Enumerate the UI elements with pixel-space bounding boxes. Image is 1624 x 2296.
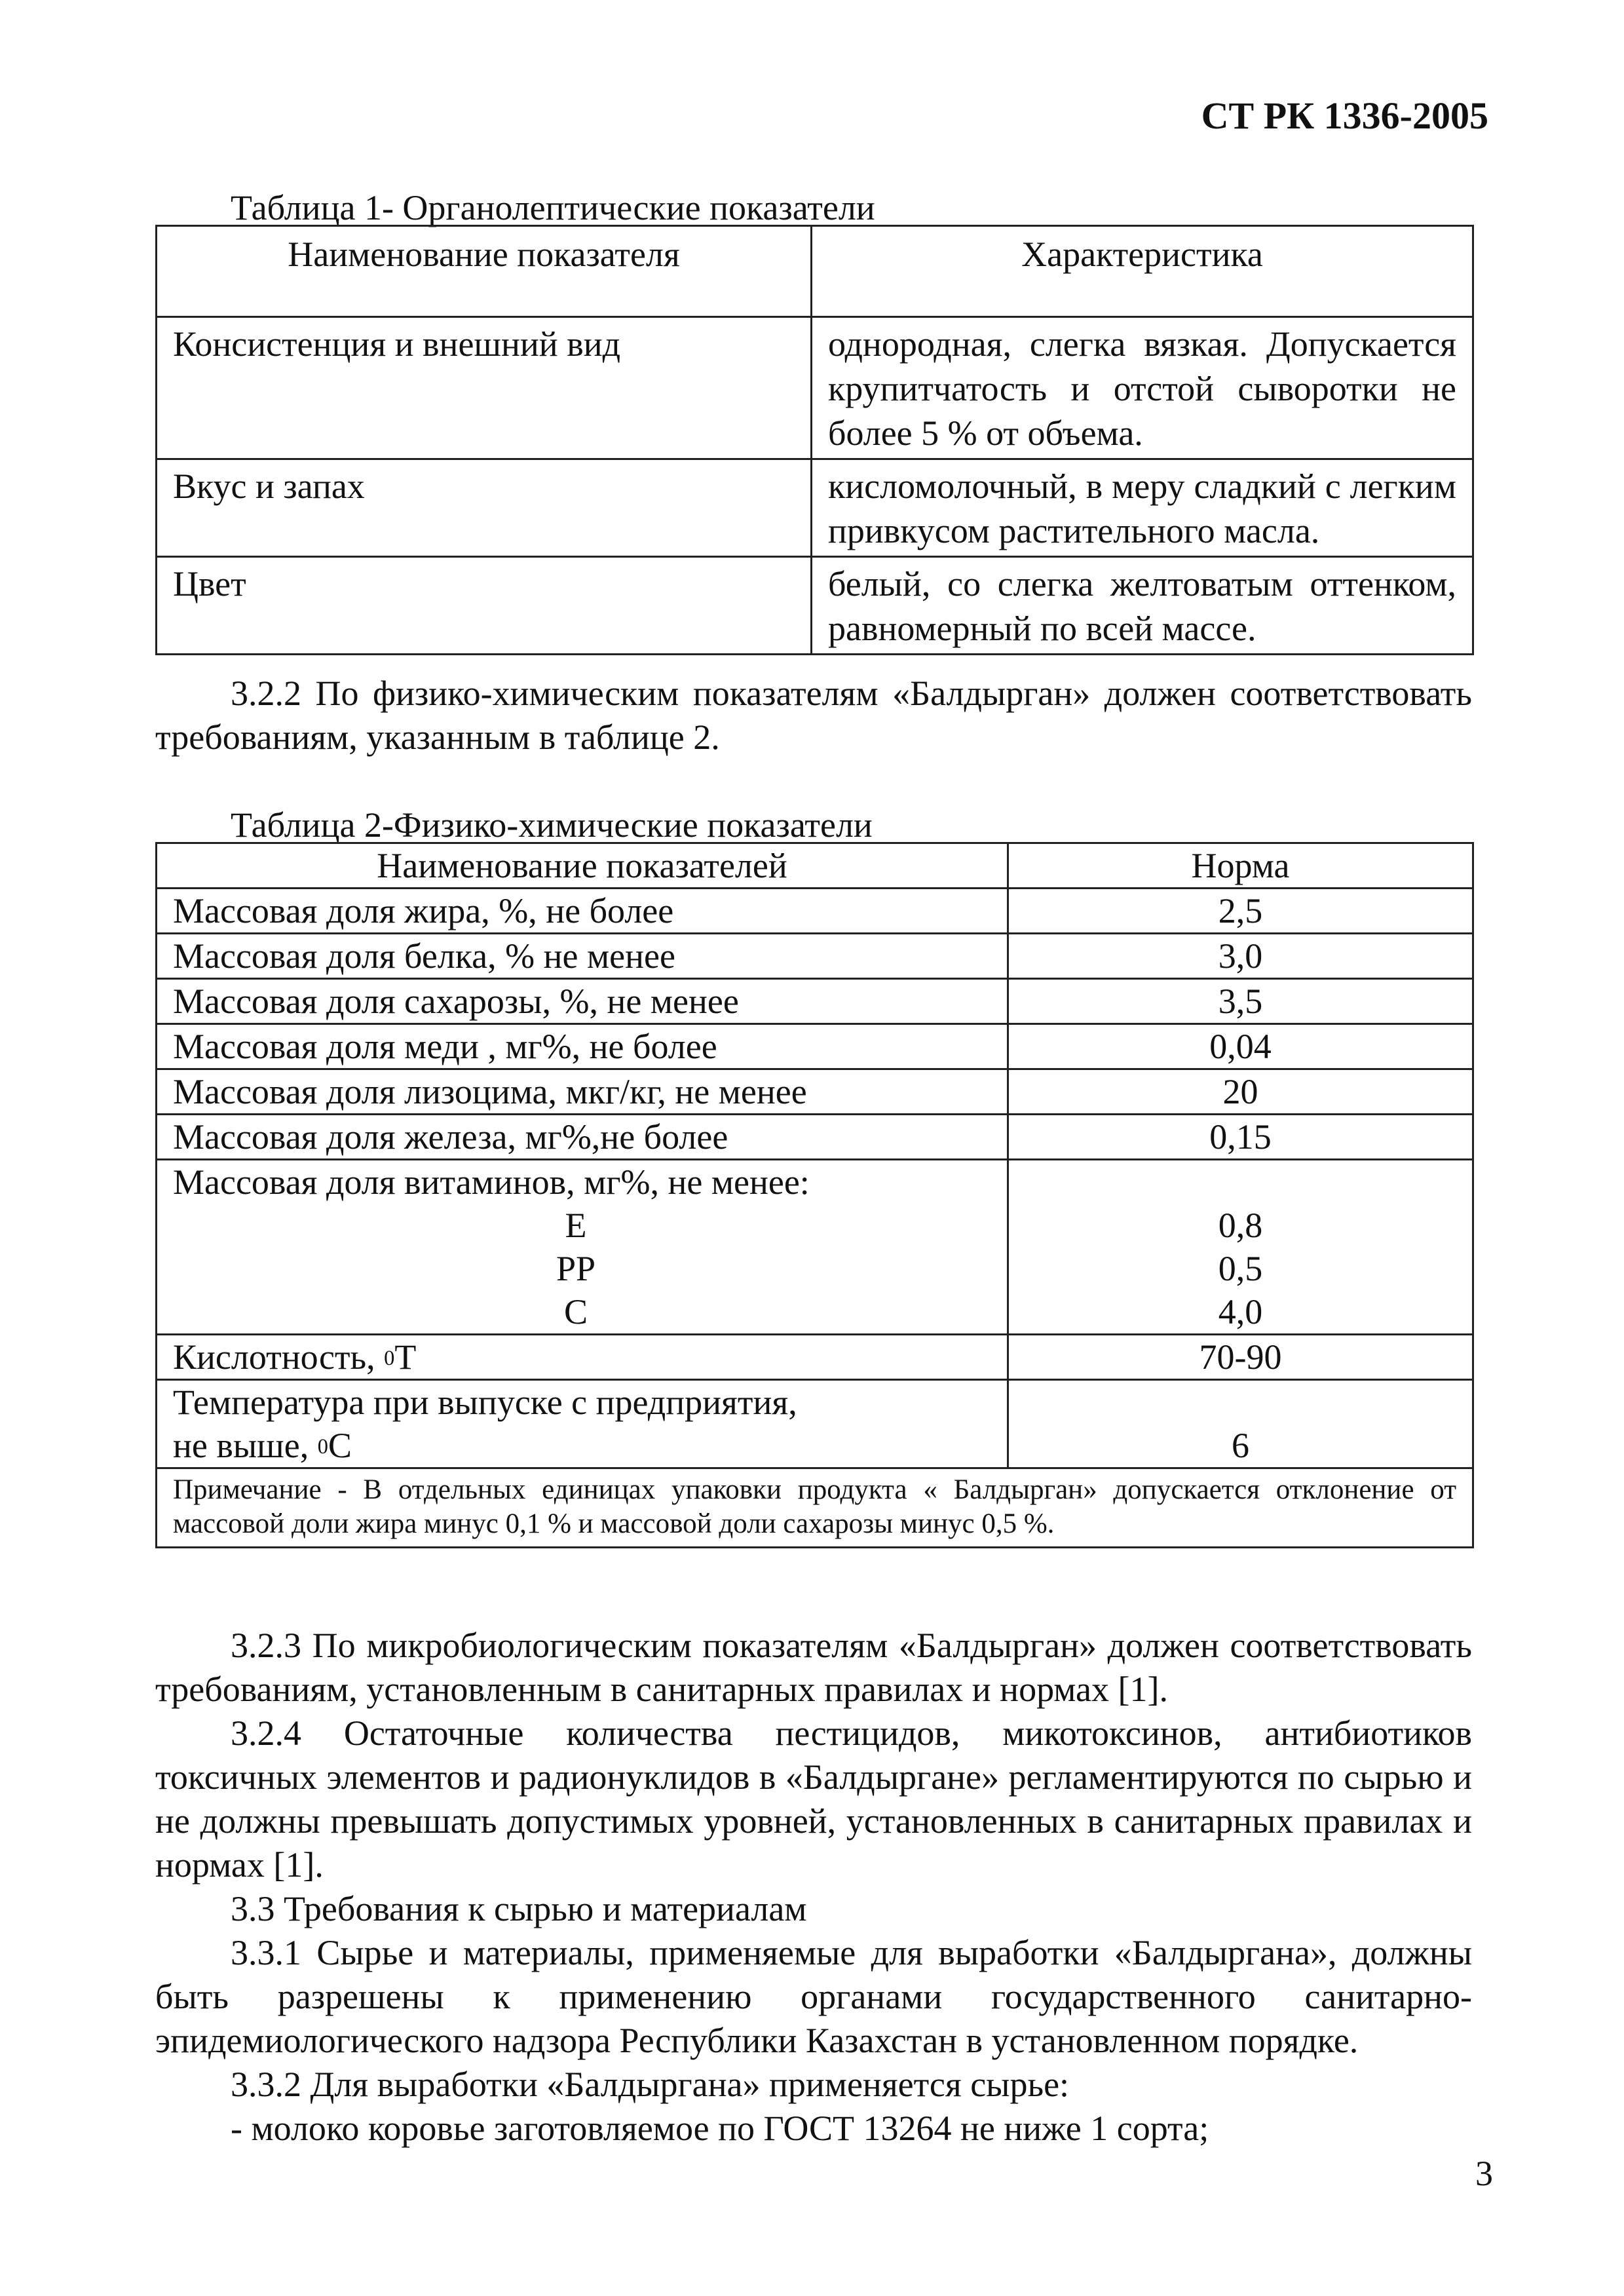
table-row-vitamins bbox=[157, 1160, 1473, 1335]
table-row bbox=[157, 317, 1473, 459]
table1-cell-value: кисломолочный, в меру сладкий с легким привкусом растительного масла. bbox=[812, 459, 1473, 557]
table-row bbox=[157, 1069, 1473, 1115]
vitamin-names bbox=[173, 1204, 991, 1333]
table2-cell-name bbox=[157, 1380, 1008, 1468]
table-row bbox=[157, 934, 1473, 979]
table1-cell-value: однородная, слегка вязкая. Допускается крупитчатость и отстой сыворотки не более 5 % от объема. bbox=[812, 317, 1473, 459]
vitamin-name: С bbox=[563, 1292, 588, 1331]
table2-header-value: Норма bbox=[1008, 843, 1473, 889]
table-row-acidity bbox=[157, 1335, 1473, 1380]
paragraph-text: 3.2.2 По физико-химическим показателям «Балдырган» должен соответствовать требованиям, указанным в таблице 2. bbox=[155, 674, 1472, 757]
table2-header-name: Наименование показателей bbox=[157, 843, 1008, 889]
table1-caption: Таблица 1- Органолептические показатели bbox=[231, 188, 875, 227]
table2-cell-name: Массовая доля железа, мг%,не более bbox=[157, 1115, 1008, 1160]
table2-cell-name: Массовая доля белка, % не менее bbox=[157, 934, 1008, 979]
table-note-row bbox=[157, 1468, 1473, 1548]
document-code: СТ РК 1336-2005 bbox=[1201, 94, 1488, 137]
table-row bbox=[157, 1115, 1473, 1160]
table2-note: Примечание - В отдельных единицах упаковки продукта « Балдырган» допускается отклонение от массовой доли жира минус 0,1 % и массовой доли сахарозы минус 0,5 %. bbox=[157, 1468, 1473, 1548]
list-item: - молоко коровье заготовляемое по ГОСТ 13264 не ниже 1 сорта; bbox=[231, 2109, 1209, 2148]
table-physicochemical bbox=[155, 842, 1474, 1548]
paragraph-3-2-3: 3.2.3 По микробиологическим показателям «Балдырган» должен соответствовать требованиям, установленным в санитарных правилах и нормах [1]. bbox=[155, 1626, 1472, 1709]
acidity-label: Кислотность, bbox=[173, 1337, 385, 1377]
table1-cell-name: Консистенция и внешний вид bbox=[157, 317, 812, 459]
table-row bbox=[157, 979, 1473, 1024]
table1-header-name: Наименование показателя bbox=[157, 226, 812, 317]
paragraph-3-3: 3.3 Требования к сырью и материалам bbox=[231, 1889, 807, 1928]
table1-cell-name: Вкус и запах bbox=[157, 459, 812, 557]
table-row bbox=[157, 889, 1473, 934]
table1-cell-name: Цвет bbox=[157, 557, 812, 655]
table-organoleptic bbox=[155, 225, 1474, 655]
paragraph-3-3-2: 3.3.2 Для выработки «Балдыргана» применяется сырье: bbox=[231, 2065, 1070, 2104]
table2-cell-value: 70-90 bbox=[1008, 1335, 1473, 1380]
table2-cell-name: Массовая доля сахарозы, %, не менее bbox=[157, 979, 1008, 1024]
vitamins-label: Массовая доля витаминов, мг%, не менее: bbox=[173, 1162, 810, 1202]
page-number: 3 bbox=[1475, 2154, 1493, 2193]
table2-cell-value: 3,5 bbox=[1008, 979, 1473, 1024]
vitamin-name: Е bbox=[565, 1206, 587, 1245]
paragraph-3-2-2 bbox=[155, 672, 1472, 759]
temperature-unit: С bbox=[328, 1426, 352, 1465]
table1-cell-value: белый, со слегка желтоватым оттенком, равномерный по всей массе. bbox=[812, 557, 1473, 655]
table-row bbox=[157, 557, 1473, 655]
table-row-temperature bbox=[157, 1380, 1473, 1468]
table-row bbox=[157, 1024, 1473, 1069]
table2-cell-value bbox=[1008, 1380, 1473, 1468]
temperature-label: Температура при выпуске с предприятия, bbox=[173, 1383, 797, 1422]
paragraph-3-3-1: 3.3.1 Сырье и материалы, применяемые для выработки «Балдыргана», должны быть разрешены к применению органами государственного санитарно-эпидемиологического надзора Республики Казахстан в установленном порядке. bbox=[155, 1933, 1472, 2060]
body-text bbox=[155, 1624, 1472, 2151]
table2-cell-name bbox=[157, 1335, 1008, 1380]
table1-header-value: Характеристика bbox=[812, 226, 1473, 317]
table2-cell-value: 20 bbox=[1008, 1069, 1473, 1115]
table2-cell-name: Массовая доля жира, %, не более bbox=[157, 889, 1008, 934]
table2-cell-value: 0,04 bbox=[1008, 1024, 1473, 1069]
temperature-value: 6 bbox=[1232, 1426, 1249, 1465]
temperature-label-2: не выше, bbox=[173, 1426, 318, 1465]
degree-sup: 0 bbox=[384, 1347, 395, 1370]
vitamin-value: 0,8 bbox=[1218, 1206, 1263, 1245]
degree-sup: 0 bbox=[317, 1435, 328, 1459]
table2-cell-value: 3,0 bbox=[1008, 934, 1473, 979]
table2-cell-value: 0,15 bbox=[1008, 1115, 1473, 1160]
table2-caption: Таблица 2-Физико-химические показатели bbox=[231, 805, 873, 845]
acidity-unit: Т bbox=[394, 1337, 417, 1377]
table-row bbox=[157, 459, 1473, 557]
vitamin-value: 4,0 bbox=[1218, 1292, 1263, 1331]
table2-cell-value bbox=[1008, 1160, 1473, 1335]
paragraph-3-2-4: 3.2.4 Остаточные количества пестицидов, микотоксинов, антибиотиков токсичных элементов и радионуклидов в «Балдыргане» регламентируются по сырью и не должны превышать допустимых уровней, установленных в санитарных правилах и нормах [1]. bbox=[155, 1713, 1472, 1885]
table2-cell-name: Массовая доля меди , мг%, не более bbox=[157, 1024, 1008, 1069]
table2-cell-name bbox=[157, 1160, 1008, 1335]
table2-cell-value: 2,5 bbox=[1008, 889, 1473, 934]
table2-cell-name: Массовая доля лизоцима, мкг/кг, не менее bbox=[157, 1069, 1008, 1115]
vitamin-value: 0,5 bbox=[1218, 1249, 1263, 1288]
vitamin-name: РР bbox=[556, 1249, 596, 1288]
